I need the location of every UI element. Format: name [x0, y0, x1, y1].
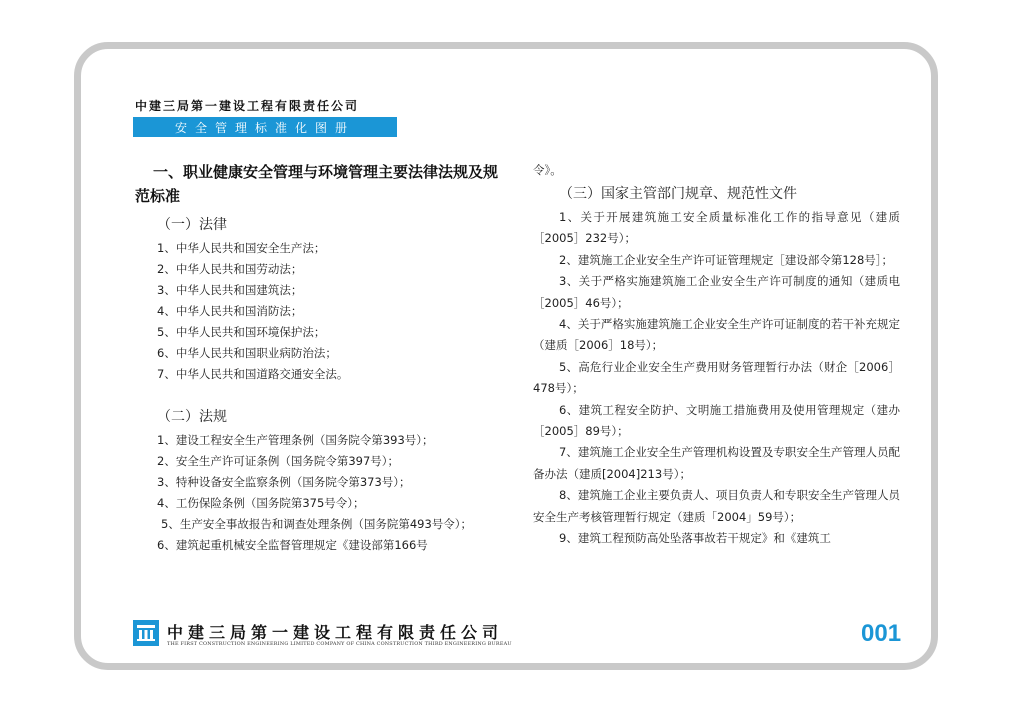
regulation-item: 6、建筑起重机械安全监督管理规定《建设部第166号 [157, 538, 428, 553]
regulation-item: 3、特种设备安全监察条例（国务院令第373号）； [157, 475, 411, 489]
law-item: 2、中华人民共和国劳动法； [157, 262, 303, 276]
left-column [135, 160, 505, 556]
section-heading: 一、职业健康安全管理与环境管理主要法律法规及规范标准 [135, 163, 499, 205]
law-item: 1、中华人民共和国安全生产法； [157, 241, 326, 255]
law-item: 4、中华人民共和国消防法； [157, 304, 303, 318]
company-logo-icon [133, 620, 159, 646]
regulation-item: 2、安全生产许可证条例（国务院令第397号）； [157, 454, 400, 468]
ministry-rules-heading: （三）国家主管部门规章、规范性文件 [559, 186, 797, 202]
law-item: 6、中华人民共和国职业病防治法； [157, 346, 337, 360]
continuation-text: 令》。 [533, 163, 562, 177]
law-item: 7、中华人民共和国道路交通安全法。 [157, 367, 349, 381]
footer-english-name: THE FIRST CONSTRUCTION ENGINEERING LIMITED COMPANY OF CHINA CONSTRUCTION THIRD ENGINEERING BUREAU [167, 641, 512, 647]
rule-item: 6、建筑工程安全防护、文明施工措施费用及使用管理规定（建办［2005］89号）； [533, 402, 900, 439]
law-heading: （一）法律 [157, 217, 227, 233]
regulation-heading: （二）法规 [157, 409, 227, 425]
rule-item: 2、建筑施工企业安全生产许可证管理规定［建设部令第128号］； [559, 252, 894, 267]
manual-title-bar [133, 117, 397, 137]
footer-company-name: 中建三局第一建设工程有限责任公司 [167, 623, 504, 642]
right-column [533, 160, 900, 550]
law-item: 5、中华人民共和国环境保护法； [157, 325, 326, 339]
regulation-item: 1、建设工程安全生产管理条例（国务院令第393号）； [157, 433, 434, 447]
header-company-name: 中建三局第一建设工程有限责任公司 [135, 99, 360, 113]
manual-title: 安全管理标准化图册 [174, 120, 355, 135]
rule-item: 3、关于严格实施建筑施工企业安全生产许可制度的通知（建质电［2005］46号）； [533, 274, 900, 310]
regulation-item: 4、工伤保险条例（国务院第375号令）； [157, 496, 365, 510]
rule-item: 5、高危行业企业安全生产费用财务管理暂行办法（财企［2006］478号）； [533, 359, 900, 396]
spacer [135, 385, 505, 404]
regulation-item: 5、生产安全事故报告和调查处理条例（国务院第493号令）； [161, 517, 473, 531]
rule-item: 4、关于严格实施建筑施工企业安全生产许可证制度的若干补充规定（建质［2006］18号）； [533, 317, 900, 353]
rule-item: 1、关于开展建筑施工安全质量标准化工作的指导意见（建质［2005］232号）； [533, 210, 900, 246]
rule-item: 8、建筑施工企业主要负责人、项目负责人和专职安全生产管理人员安全生产考核管理暂行规定（建质「2004」59号）； [533, 488, 900, 524]
law-item: 3、中华人民共和国建筑法； [157, 283, 303, 297]
rule-item: 9、建筑工程预防高处坠落事故若干规定》和《建筑工 [559, 531, 831, 546]
page-number: 001 [861, 620, 902, 647]
rule-item: 7、建筑施工企业安全生产管理机构设置及专职安全生产管理人员配备办法（建质[2004]213号）； [533, 445, 900, 481]
